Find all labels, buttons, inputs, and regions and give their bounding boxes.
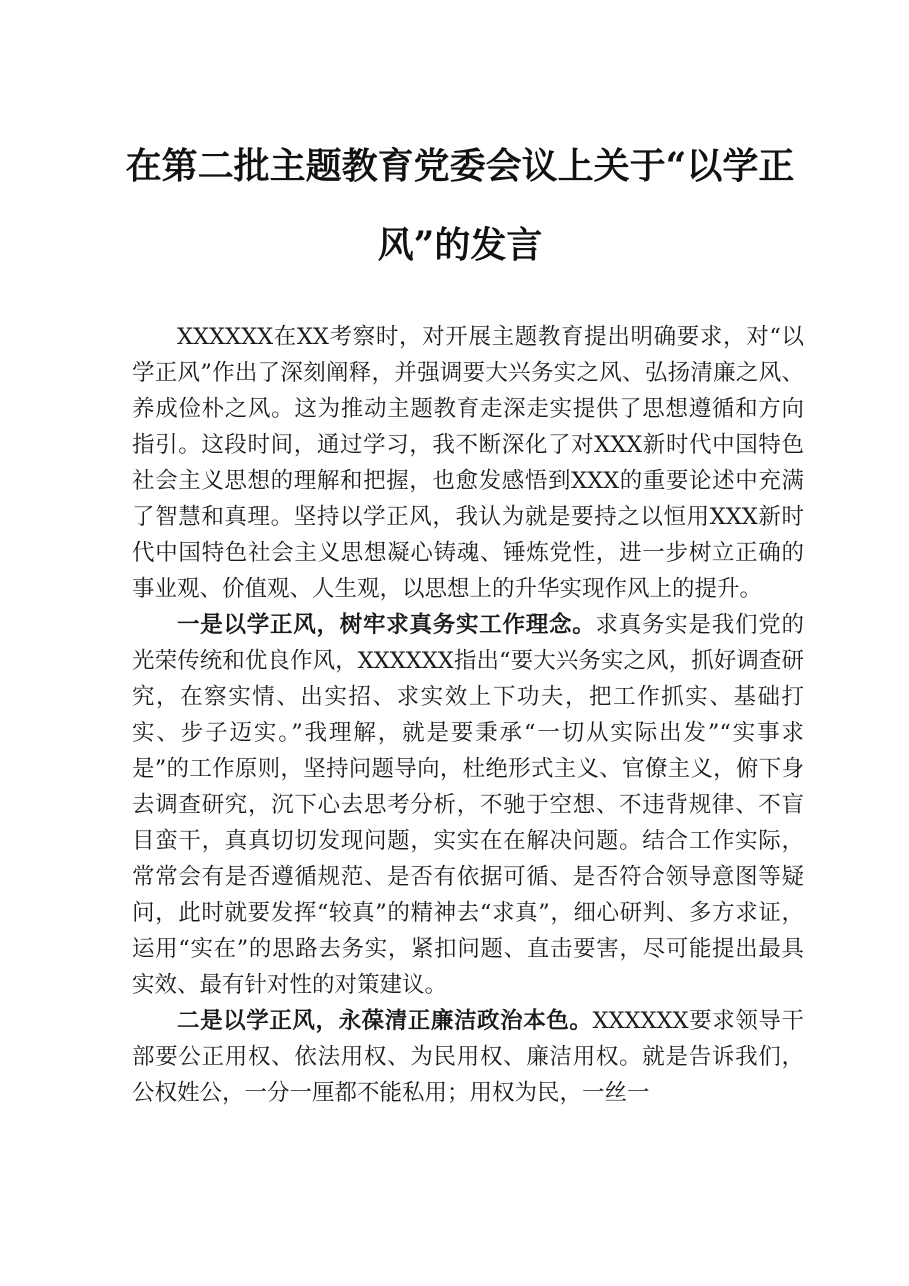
paragraph-point-two-lead: 二是以学正风，永葆清正廉洁政治本色。 (177, 1008, 593, 1034)
paragraph-point-two (132, 1003, 804, 1111)
paragraph-point-one-lead: 一是以学正风，树牢求真务实工作理念。 (177, 612, 596, 638)
paragraph-point-one-text: 求真务实是我们党的光荣传统和优良作风，XXXXXX指出“要大兴务实之风，抓好调查研究，在察实情、出实招、求实效上下功夫，把工作抓实、基础打实、步子迈实。”我理解，就是要秉承“一切从实际出发”“实事求是”的工作原则，坚持问题导向，杜绝形式主义、官僚主义，俯下身去调查研究，沉下心去思考分析，不驰于空想、不违背规律、不盲目蛮干，真真切切发现问题，实实在在解决问题。结合工作实际，常常会有是否遵循规范、是否有依据可循、是否符合领导意图等疑问，此时就要发挥“较真”的精神去“求真”，细心研判、多方求证，运用“实在”的思路去务实，紧扣问题、直击要害，尽可能提出最具实效、最有针对性的对策建议。 (132, 612, 804, 998)
paragraph-point-two-text: XXXXXX要求领导干部要公正用权、依法用权、为民用权、廉洁用权。就是告诉我们，公权姓公，一分一厘都不能私用；用权为民，一丝一 (132, 1008, 804, 1106)
paragraph-intro-text: XXXXXX在XX考察时，对开展主题教育提出明确要求，对“以学正风”作出了深刻阐释，并强调要大兴务实之风、弘扬清廉之风、养成俭朴之风。这为推动主题教育走深走实提供了思想遵循和方向指引。这段时间，通过学习，我不断深化了对XXX新时代中国特色社会主义思想的理解和把握，也愈发感悟到XXX的重要论述中充满了智慧和真理。坚持以学正风，我认为就是要持之以恒用XXX新时代中国特色社会主义思想凝心铸魂、锤炼党性，进一步树立正确的事业观、价值观、人生观，以思想上的升华实现作风上的提升。 (132, 324, 804, 602)
document-body (132, 319, 804, 1111)
paragraph-intro (132, 319, 804, 607)
document-title-line-2: 风”的发言 (377, 224, 543, 266)
document-title-line-1: 在第二批主题教育党委会议上关于“以学正 (125, 145, 795, 187)
paragraph-point-one (132, 607, 804, 1003)
